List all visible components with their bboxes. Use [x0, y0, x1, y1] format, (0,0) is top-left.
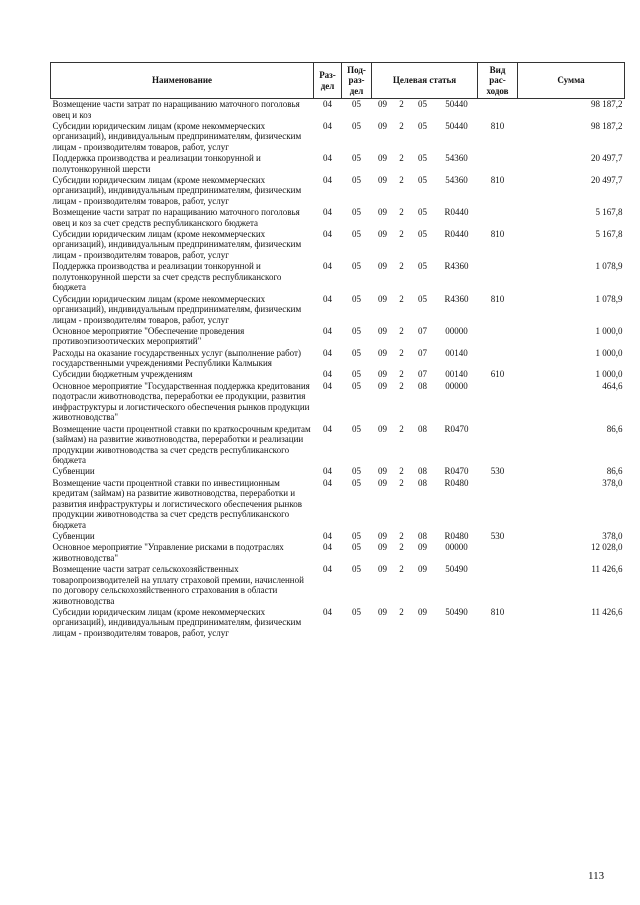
row-podrazdel: 05	[352, 466, 361, 477]
row-target-measure: 05	[418, 99, 427, 109]
row-target-program: 09	[378, 293, 387, 304]
row-target-program: 09	[378, 542, 387, 553]
row-target-measure: 05	[418, 228, 427, 239]
row-target-code: R0440	[444, 207, 469, 218]
row-podrazdel: 05	[352, 120, 361, 131]
row-expense-type	[478, 424, 518, 467]
row-sum: 5 167,8	[595, 207, 623, 218]
row-name: Субсидии юридическим лицам (кроме некоммерческих организаций), индивидуальным предпринимателям, физическим лицам - производителям товаров, работ, услуг	[52, 174, 302, 206]
row-target-program: 09	[378, 477, 387, 488]
row-target-measure: 08	[418, 477, 427, 488]
row-razdel: 04	[323, 530, 332, 541]
row-expense-type: 810	[490, 174, 505, 185]
row-target-measure: 07	[418, 325, 427, 336]
row-target-subprogram: 2	[399, 530, 404, 541]
row-target-subprogram: 2	[399, 542, 404, 553]
row-expense-type	[478, 326, 518, 348]
row-target-program: 09	[378, 564, 387, 575]
row-razdel: 04	[323, 423, 332, 434]
row-sum: 1 000,0	[595, 369, 623, 380]
row-target-subprogram: 2	[399, 380, 404, 391]
row-target-code: R0480	[444, 477, 469, 488]
row-target-code: 54360	[445, 174, 468, 185]
row-podrazdel: 05	[352, 153, 361, 164]
table-row	[51, 478, 625, 531]
row-podrazdel: 05	[352, 228, 361, 239]
row-target-measure: 08	[418, 466, 427, 477]
row-razdel: 04	[323, 325, 332, 336]
row-podrazdel: 05	[352, 261, 361, 272]
row-sum: 11 426,6	[591, 564, 623, 575]
row-podrazdel: 05	[352, 174, 361, 185]
row-target-measure: 07	[418, 369, 427, 380]
row-target-code: 50490	[445, 606, 468, 617]
table-body	[51, 99, 625, 640]
row-name: Основное мероприятие "Обеспечение проведения противоэпизоотических мероприятий"	[52, 325, 245, 347]
row-razdel: 04	[323, 466, 332, 477]
row-name: Возмещение части затрат сельскохозяйственных товаропроизводителей на уплату страховой премии, начисленной по договору сельскохозяйственного страхования в области животноводства	[52, 564, 304, 606]
row-expense-type	[478, 348, 518, 370]
row-target-subprogram: 2	[399, 466, 404, 477]
row-target-measure: 07	[418, 347, 427, 358]
row-podrazdel: 05	[352, 207, 361, 218]
row-razdel: 04	[323, 564, 332, 575]
row-expense-type: 810	[490, 120, 505, 131]
row-target-program: 09	[378, 347, 387, 358]
row-target-measure: 08	[418, 530, 427, 541]
row-podrazdel: 05	[352, 542, 361, 553]
row-target-measure: 05	[418, 261, 427, 272]
row-podrazdel: 05	[352, 293, 361, 304]
row-sum: 1 000,0	[595, 347, 623, 358]
row-target-code: R0470	[444, 466, 469, 477]
row-target-measure: 05	[418, 293, 427, 304]
row-sum: 20 497,7	[591, 153, 623, 164]
row-target-subprogram: 2	[399, 99, 404, 109]
row-podrazdel: 05	[352, 606, 361, 617]
row-expense-type: 810	[490, 228, 505, 239]
table-row	[51, 607, 625, 639]
row-podrazdel: 05	[352, 347, 361, 358]
row-expense-type: 530	[490, 530, 505, 541]
row-expense-type	[478, 542, 518, 564]
row-target-code: 00140	[445, 347, 468, 358]
row-target-subprogram: 2	[399, 423, 404, 434]
row-name: Субвенции	[52, 466, 95, 477]
row-razdel: 04	[323, 99, 332, 109]
row-target-program: 09	[378, 228, 387, 239]
row-target-subprogram: 2	[399, 153, 404, 164]
table-row	[51, 121, 625, 153]
table-row	[51, 229, 625, 261]
budget-table	[50, 62, 625, 639]
row-target-code: 00000	[445, 542, 468, 553]
row-razdel: 04	[323, 293, 332, 304]
row-target-subprogram: 2	[399, 120, 404, 131]
row-name: Субсидии юридическим лицам (кроме некоммерческих организаций), индивидуальным предпринимателям, физическим лицам - производителям товаров, работ, услуг	[52, 293, 302, 325]
row-target-measure: 05	[418, 207, 427, 218]
row-target-code: 50490	[445, 564, 468, 575]
table-row	[51, 326, 625, 348]
table-row	[51, 424, 625, 467]
row-razdel: 04	[323, 261, 332, 272]
row-target-subprogram: 2	[399, 207, 404, 218]
row-expense-type	[478, 207, 518, 229]
table-header	[51, 63, 625, 99]
table-row	[51, 261, 625, 293]
table-row	[51, 175, 625, 207]
row-sum: 378,0	[602, 530, 623, 541]
row-sum: 378,0	[602, 477, 623, 488]
header-name: Наименование	[51, 63, 314, 99]
row-target-code: R4360	[444, 261, 469, 272]
row-target-program: 09	[378, 120, 387, 131]
row-sum: 1 000,0	[595, 325, 623, 336]
row-target-subprogram: 2	[399, 261, 404, 272]
row-razdel: 04	[323, 347, 332, 358]
row-target-measure: 09	[418, 542, 427, 553]
header-podrazdel: Под- раз- дел	[342, 63, 372, 99]
table-row	[51, 207, 625, 229]
row-sum: 5 167,8	[595, 228, 623, 239]
row-razdel: 04	[323, 380, 332, 391]
row-razdel: 04	[323, 207, 332, 218]
row-name: Возмещение части процентной ставки по инвестиционным кредитам (займам) на развитие животноводства, переработки и развития инфраструктуры и логистического обеспечения рынков продукции животноводства за счет средств республиканского бюджета	[52, 477, 303, 530]
row-target-subprogram: 2	[399, 347, 404, 358]
row-target-subprogram: 2	[399, 228, 404, 239]
row-target-code: 00000	[445, 325, 468, 336]
header-sum: Сумма	[518, 63, 625, 99]
row-target-code: 00140	[445, 369, 468, 380]
row-name: Субвенции	[52, 530, 95, 541]
row-sum: 98 187,2	[591, 120, 623, 131]
row-razdel: 04	[323, 174, 332, 185]
row-target-subprogram: 2	[399, 325, 404, 336]
row-target-subprogram: 2	[399, 477, 404, 488]
row-expense-type: 610	[490, 369, 505, 380]
row-target-program: 09	[378, 466, 387, 477]
row-target-program: 09	[378, 423, 387, 434]
row-target-measure: 05	[418, 174, 427, 185]
row-name: Основное мероприятие "Управление рисками в подотраслях животноводства"	[52, 542, 284, 563]
row-target-program: 09	[378, 380, 387, 391]
row-target-program: 09	[378, 369, 387, 380]
row-sum: 12 028,0	[591, 542, 623, 553]
table-row	[51, 564, 625, 607]
row-target-subprogram: 2	[399, 369, 404, 380]
row-name: Расходы на оказание государственных услуг (выполнение работ) государственными учреждениями Республики Калмыкия	[52, 347, 301, 369]
row-target-measure: 08	[418, 423, 427, 434]
table-row	[51, 99, 625, 121]
row-target-program: 09	[378, 153, 387, 164]
row-razdel: 04	[323, 477, 332, 488]
row-sum: 86,6	[606, 466, 623, 477]
row-razdel: 04	[323, 153, 332, 164]
table-row	[51, 348, 625, 370]
row-target-code: 50440	[445, 99, 468, 109]
row-target-measure: 09	[418, 564, 427, 575]
table-row	[51, 294, 625, 326]
row-razdel: 04	[323, 228, 332, 239]
row-razdel: 04	[323, 120, 332, 131]
row-target-subprogram: 2	[399, 174, 404, 185]
row-expense-type	[478, 564, 518, 607]
table-row	[51, 531, 625, 542]
row-name: Возмещение части затрат по наращиванию маточного поголовья овец и коз за счет средств республиканского бюджета	[52, 207, 300, 228]
row-target-measure: 05	[418, 153, 427, 164]
row-target-measure: 08	[418, 380, 427, 391]
row-target-code: R4360	[444, 293, 469, 304]
row-sum: 1 078,9	[595, 261, 623, 272]
header-razdel: Раз- дел	[314, 63, 342, 99]
row-podrazdel: 05	[352, 477, 361, 488]
row-podrazdel: 05	[352, 369, 361, 380]
row-target-program: 09	[378, 207, 387, 218]
row-target-program: 09	[378, 325, 387, 336]
row-name: Субсидии юридическим лицам (кроме некоммерческих организаций), индивидуальным предпринимателям, физическим лицам - производителям товаров, работ, услуг	[52, 120, 302, 152]
row-sum: 1 078,9	[595, 293, 623, 304]
row-target-code: R0470	[444, 423, 469, 434]
header-expense-type: Вид рас- ходов	[478, 63, 518, 99]
row-expense-type	[478, 153, 518, 175]
row-sum: 98 187,2	[591, 99, 623, 109]
row-podrazdel: 05	[352, 99, 361, 109]
row-podrazdel: 05	[352, 564, 361, 575]
table-row	[51, 542, 625, 564]
row-name: Основное мероприятие "Государственная поддержка кредитования подотрасли животноводства, переработки ее продукции, развития инфраструктуры и логистического обеспечения рынков продукции животноводства"	[52, 380, 310, 423]
row-podrazdel: 05	[352, 423, 361, 434]
row-target-measure: 05	[418, 120, 427, 131]
row-target-code: R0480	[444, 530, 469, 541]
row-expense-type	[478, 478, 518, 531]
row-name: Возмещение части процентной ставки по краткосрочным кредитам (займам) на развитие животноводства, переработки и реализации продукции животноводства за счет средств республиканского бюджета	[52, 423, 311, 466]
row-name: Субсидии юридическим лицам (кроме некоммерческих организаций), индивидуальным предпринимателям, физическим лицам - производителям товаров, работ, услуг	[52, 606, 302, 638]
page-number: 113	[588, 870, 605, 882]
row-podrazdel: 05	[352, 530, 361, 541]
row-razdel: 04	[323, 606, 332, 617]
row-sum: 86,6	[606, 423, 623, 434]
header-target-article: Целевая статья	[372, 63, 478, 99]
row-target-program: 09	[378, 606, 387, 617]
row-expense-type: 810	[490, 606, 505, 617]
row-target-code: 00000	[445, 380, 468, 391]
table-row	[51, 466, 625, 477]
row-sum: 20 497,7	[591, 174, 623, 185]
row-target-program: 09	[378, 530, 387, 541]
row-razdel: 04	[323, 369, 332, 380]
row-podrazdel: 05	[352, 325, 361, 336]
row-sum: 464,6	[602, 380, 623, 391]
row-expense-type	[478, 261, 518, 293]
row-expense-type	[478, 99, 518, 121]
row-expense-type: 810	[490, 293, 505, 304]
row-name: Поддержка производства и реализации тонкорунной и полутонкорунной шерсти за счет средств республиканского бюджета	[52, 261, 282, 293]
row-target-code: 50440	[445, 120, 468, 131]
table-row	[51, 153, 625, 175]
row-name: Субсидии юридическим лицам (кроме некоммерческих организаций), индивидуальным предпринимателям, физическим лицам - производителям товаров, работ, услуг	[52, 228, 302, 260]
row-sum: 11 426,6	[591, 606, 623, 617]
row-name: Возмещение части затрат по наращиванию маточного поголовья овец и коз	[52, 99, 300, 120]
row-target-subprogram: 2	[399, 293, 404, 304]
row-target-subprogram: 2	[399, 606, 404, 617]
row-expense-type: 530	[490, 466, 505, 477]
table-row	[51, 369, 625, 380]
row-name: Поддержка производства и реализации тонкорунной и полутонкорунной шерсти	[52, 153, 261, 174]
row-target-measure: 09	[418, 606, 427, 617]
row-name: Субсидии бюджетным учреждениям	[52, 369, 193, 380]
row-expense-type	[478, 381, 518, 424]
row-target-program: 09	[378, 174, 387, 185]
row-target-code: 54360	[445, 153, 468, 164]
row-target-program: 09	[378, 99, 387, 109]
row-podrazdel: 05	[352, 380, 361, 391]
row-target-program: 09	[378, 261, 387, 272]
table-row	[51, 381, 625, 424]
row-target-subprogram: 2	[399, 564, 404, 575]
row-razdel: 04	[323, 542, 332, 553]
row-target-code: R0440	[444, 228, 469, 239]
